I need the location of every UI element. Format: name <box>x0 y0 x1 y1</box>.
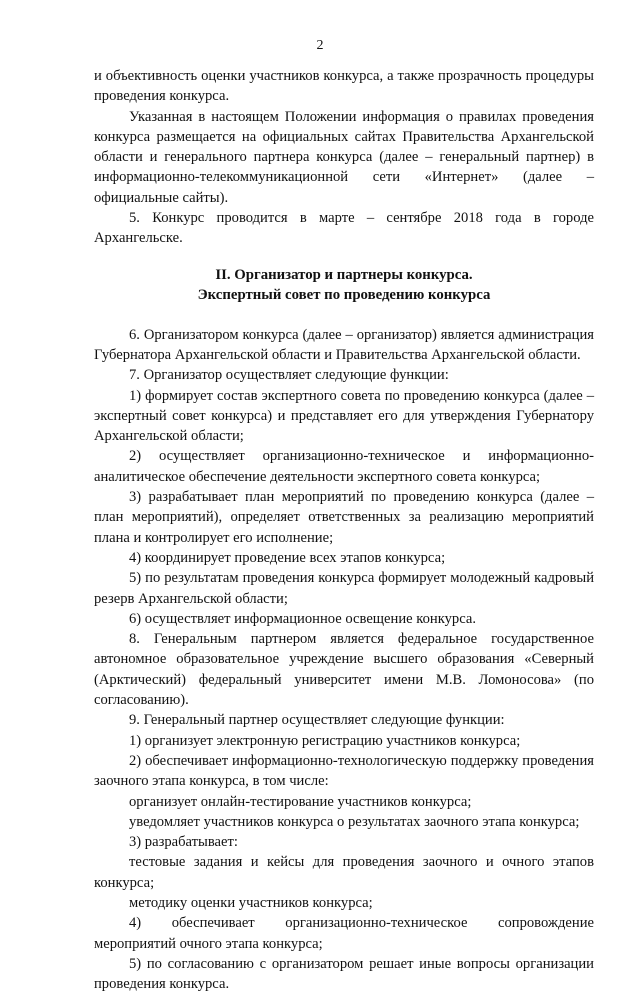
list-item-9-5: 5) по согласованию с организатором решает иные вопросы организации проведения конкурса. <box>94 955 594 993</box>
section-heading-line-1: II. Организатор и партнеры конкурса. <box>215 266 473 283</box>
list-item-9-1: 1) организует электронную регистрацию участников конкурса; <box>129 732 521 749</box>
paragraph-item-5: 5. Конкурс проводится в марте – сентябре 2018 года в городе Архангельске. <box>94 210 594 247</box>
list-item-7-1: 1) формирует состав экспертного совета по проведению конкурса (далее – экспертный совет конкурса) и представляет его для утверждения Губернатору Архангельской области; <box>94 387 594 445</box>
list-item-9-3: 3) разрабатывает: <box>129 834 238 851</box>
paragraph-item-7: 7. Организатор осуществляет следующие функции: <box>129 367 449 384</box>
page-number: 2 <box>316 38 324 53</box>
list-item-7-2: 2) осуществляет организационно-техническое и информационно-аналитическое обеспечение деятельности экспертного совета конкурса; <box>94 448 594 485</box>
section-heading-line-2: Экспертный совет по проведению конкурса <box>197 287 491 304</box>
list-item-7-5: 5) по результатам проведения конкурса формирует молодежный кадровый резерв Архангельской области; <box>94 570 594 607</box>
list-item-7-3: 3) разрабатывает план мероприятий по проведению конкурса (далее – план мероприятий), определяет ответственных за реализацию мероприятий плана и контролирует его исполнение; <box>94 489 594 546</box>
list-subitem-9-2-a: организует онлайн-тестирование участников конкурса; <box>129 793 472 810</box>
document-body <box>94 66 594 994</box>
paragraph-continuation: и объективность оценки участников конкурса, а также прозрачность процедуры проведения конкурса. <box>94 68 594 105</box>
list-subitem-9-2-b: уведомляет участников конкурса о результатах заочного этапа конкурса; <box>129 813 580 830</box>
list-subitem-9-3-b: методику оценки участников конкурса; <box>129 894 373 911</box>
list-item-9-2: 2) обеспечивает информационно-технологическую поддержку проведения заочного этапа конкурса, в том числе: <box>94 752 594 790</box>
section-heading <box>94 265 594 306</box>
list-subitem-9-3-a: тестовые задания и кейсы для проведения заочного и очного этапов конкурса; <box>94 854 594 891</box>
list-item-7-4: 4) координирует проведение всех этапов конкурса; <box>129 549 446 566</box>
paragraph-info-publication: Указанная в настоящем Положении информация о правилах проведения конкурса размещается на официальных сайтах Правительства Архангельской области и генерального партнера конкурса (далее – генеральный партнер) в информационно-телекоммуникационной сети «Интернет» (далее – официальные сайты). <box>94 108 594 206</box>
paragraph-item-6: 6. Организатором конкурса (далее – организатор) является администрация Губернатора Архангельской области и Правительства Архангельской области. <box>94 326 594 363</box>
list-item-7-6: 6) осуществляет информационное освещение конкурса. <box>129 610 476 627</box>
paragraph-item-8: 8. Генеральным партнером является федеральное государственное автономное образовательное учреждение высшего образования «Северный (Арктический) федеральный университет имени М.В. Ломоносова» (по согласованию). <box>94 631 594 709</box>
paragraph-item-9: 9. Генеральный партнер осуществляет следующие функции: <box>129 712 505 729</box>
list-item-9-4: 4) обеспечивает организационно-техническое сопровождение мероприятий очного этапа конкурса; <box>94 915 594 952</box>
